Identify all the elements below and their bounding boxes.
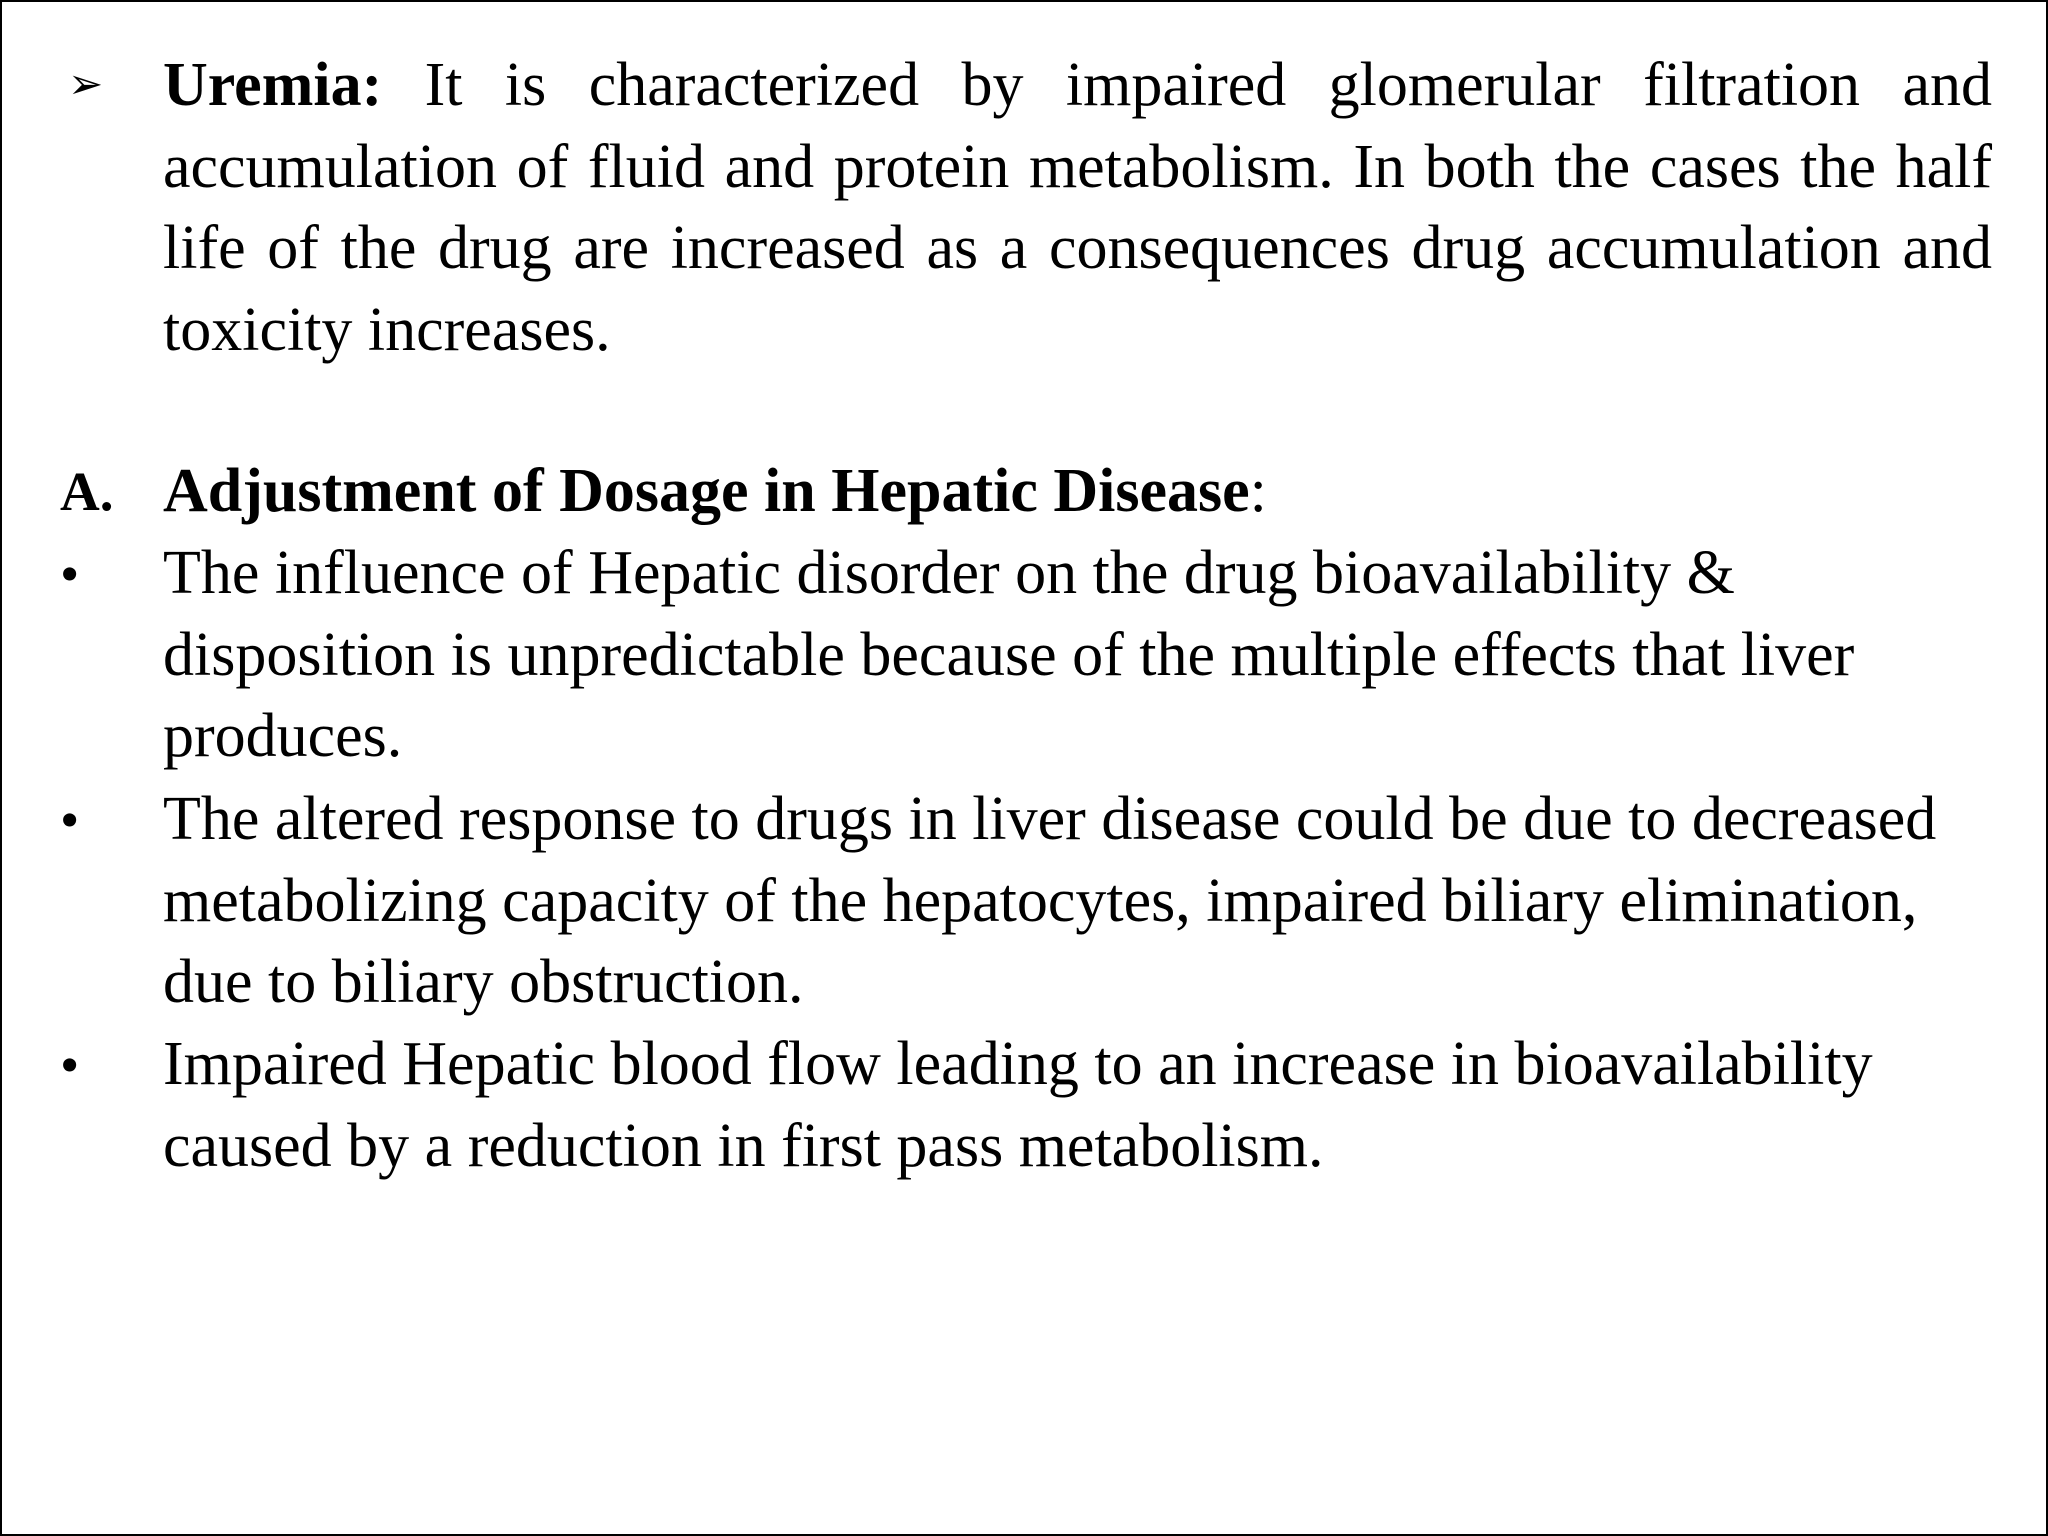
section-colon: : — [1249, 457, 1267, 525]
arrow-bullet-icon: ➢ — [68, 62, 104, 108]
uremia-term: Uremia: — [163, 51, 383, 119]
bullet-icon: • — [60, 1034, 80, 1095]
section-marker: A. — [60, 461, 114, 522]
uremia-description: It is characterized by impaired glomerular filtration and accumulation of fluid and protein metabolism. In both the cases the half life of the drug are increased as a consequences drug accumulation and toxicity increases. — [163, 51, 1992, 364]
list-item-text: The influence of Hepatic disorder on the drug bioavailability & disposition is unpredictable because of the multiple effects that liver produces. — [163, 539, 1855, 770]
bullet-icon: • — [60, 543, 80, 604]
bullet-icon: • — [60, 789, 80, 850]
uremia-text-block — [163, 45, 1992, 371]
list-item-text: The altered response to drugs in liver disease could be due to decreased metabolizing capacity of the hepatocytes, impaired biliary elimination, due to biliary obstruction. — [163, 785, 1937, 1016]
section-heading-text — [163, 451, 1992, 533]
list-item-text: Impaired Hepatic blood flow leading to an increase in bioavailability caused by a reduction in first pass metabolism. — [163, 1030, 1873, 1180]
section-title: Adjustment of Dosage in Hepatic Disease — [163, 457, 1250, 525]
